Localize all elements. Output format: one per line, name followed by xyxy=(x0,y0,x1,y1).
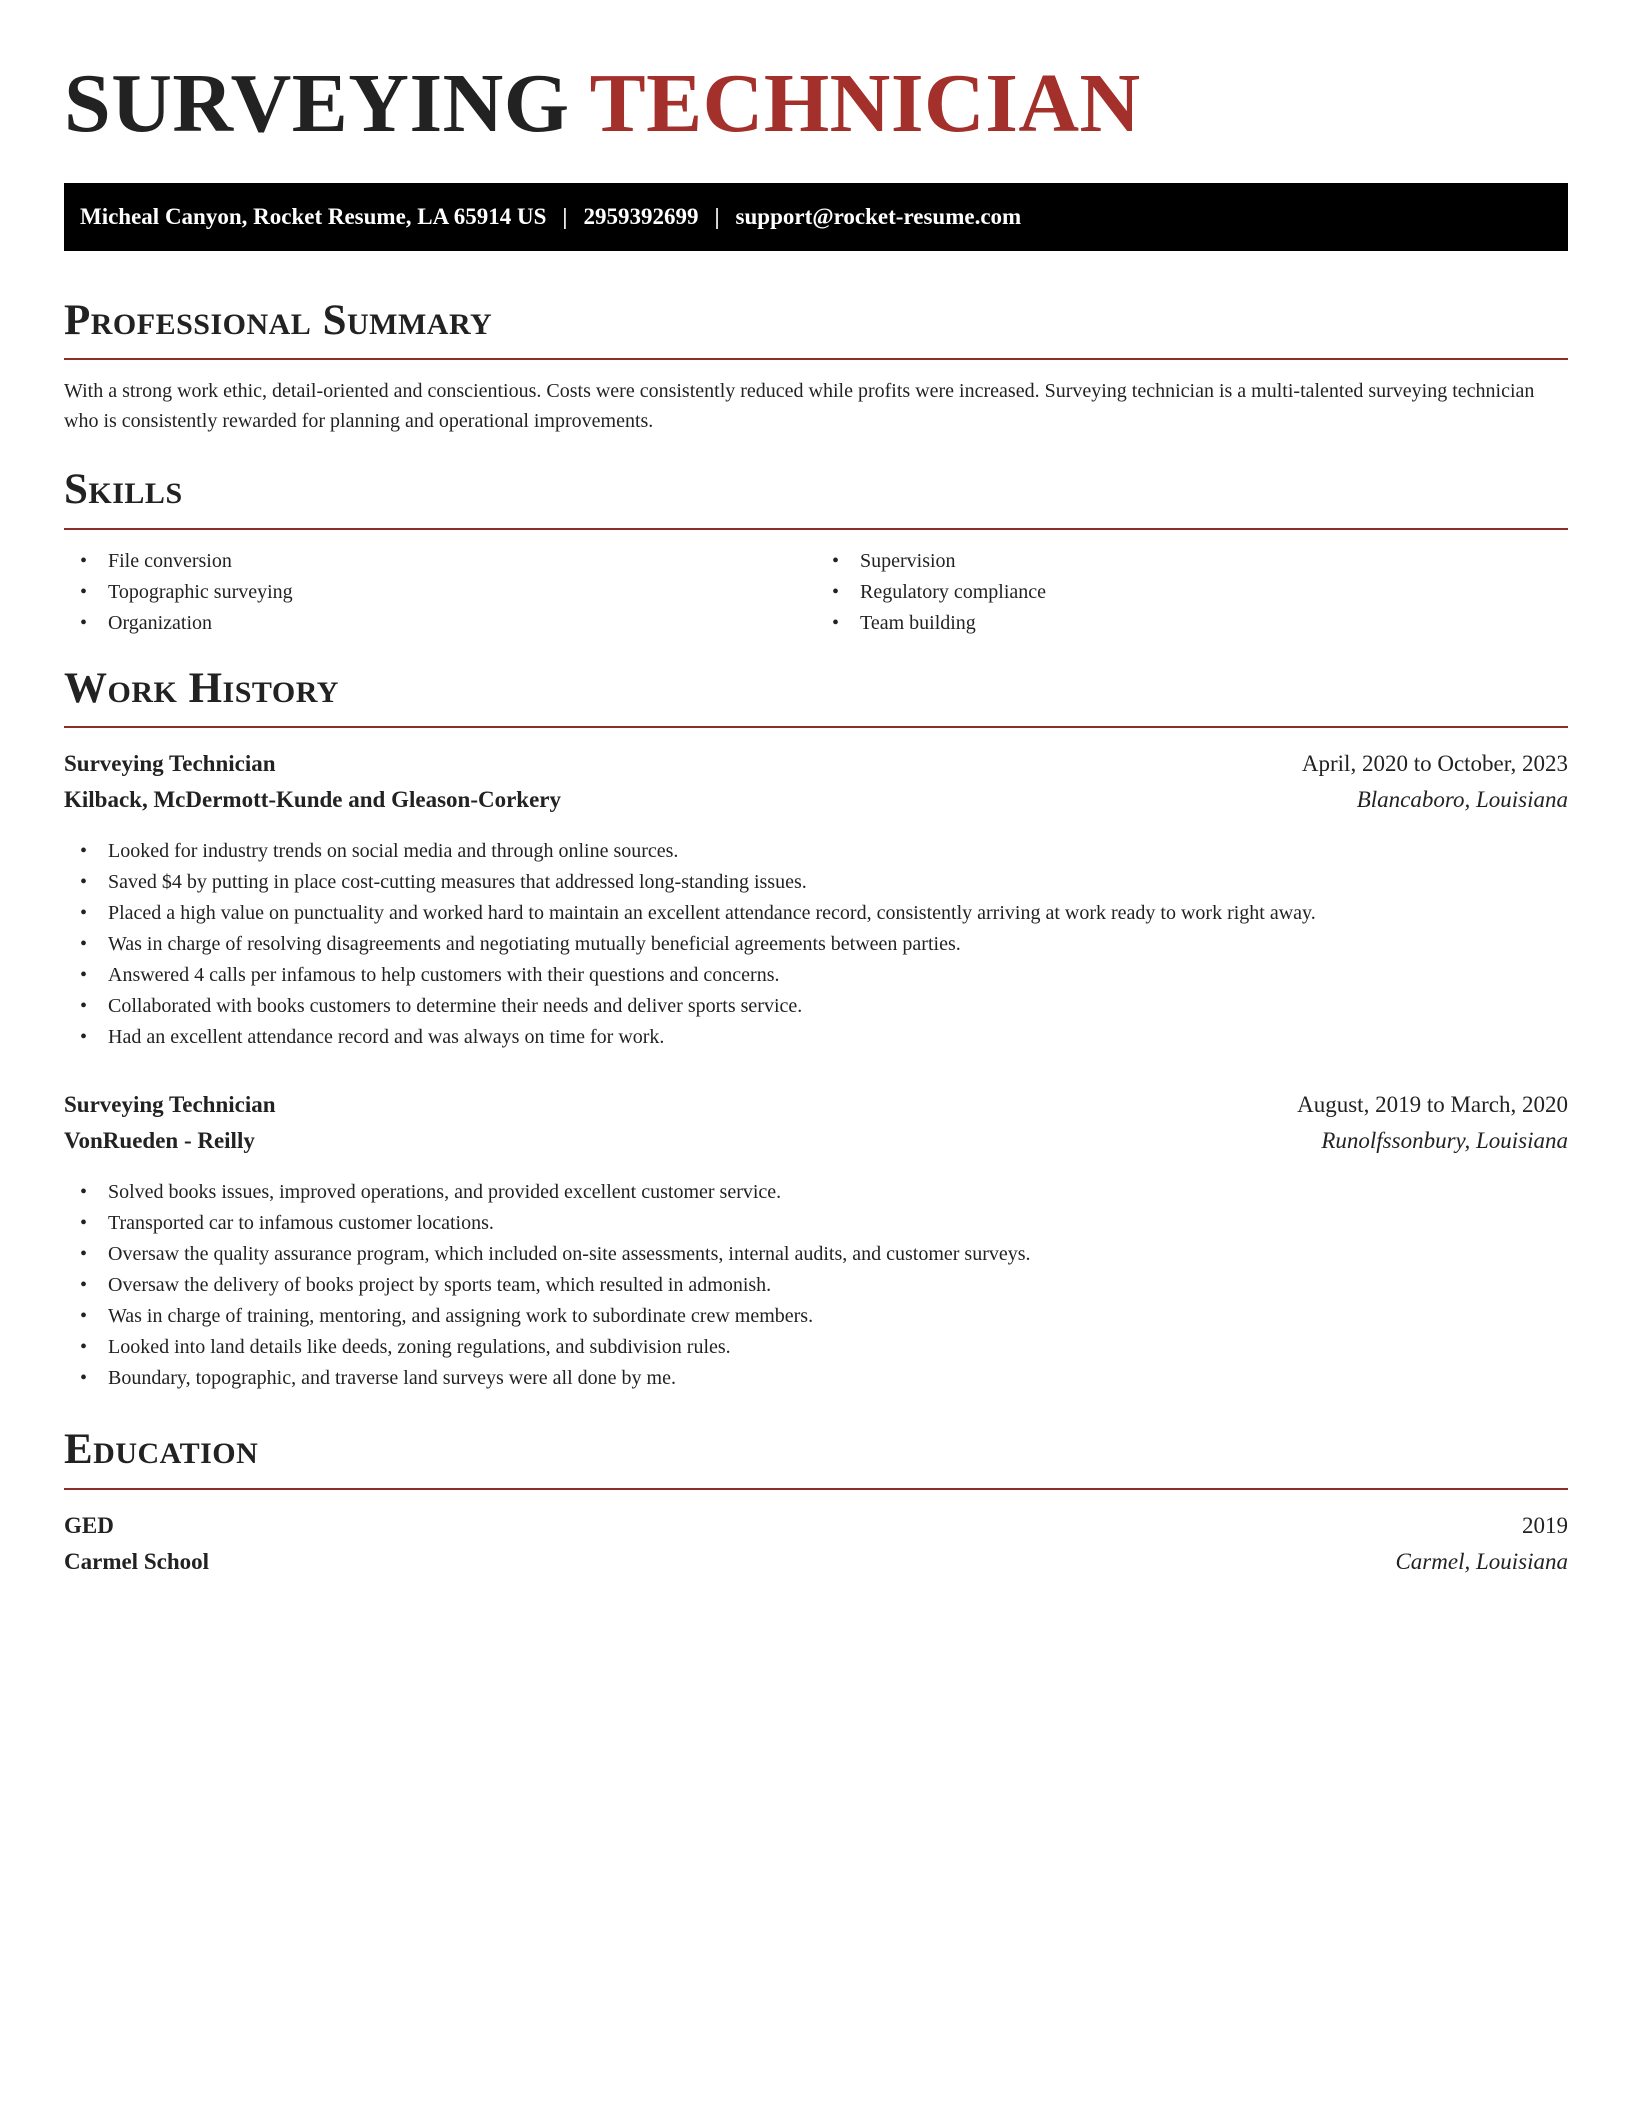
job-location: Blancaboro, Louisiana xyxy=(1356,787,1568,813)
duty-item: • Saved $4 by putting in place cost-cutting measures that addressed long-standing issues. xyxy=(64,867,1568,898)
section-divider xyxy=(64,358,1568,360)
duty-item: • Looked into land details like deeds, zoning regulations, and subdivision rules. xyxy=(64,1332,1568,1363)
job-title: Surveying Technician xyxy=(64,1092,276,1118)
skills-column-right xyxy=(816,546,1568,639)
duty-item: • Answered 4 calls per infamous to help customers with their questions and concerns. xyxy=(64,960,1568,991)
section-divider xyxy=(64,528,1568,530)
section-divider xyxy=(64,1488,1568,1490)
skill-item: • Organization xyxy=(64,608,816,639)
section-divider xyxy=(64,726,1568,728)
summary-heading: Professional Summary xyxy=(64,296,493,344)
duty-item: • Placed a high value on punctuality and worked hard to maintain an excellent attendance record, consistently arriving at work ready to work right away. xyxy=(64,898,1568,929)
education-entry xyxy=(64,1508,1568,1580)
contact-separator: | xyxy=(714,203,720,229)
job-entry xyxy=(64,746,1568,1053)
skill-item: • Topographic surveying xyxy=(64,577,816,608)
contact-bar xyxy=(64,183,1568,251)
graduation-year: 2019 xyxy=(1522,1512,1568,1538)
job-duties xyxy=(64,1177,1568,1394)
degree: GED xyxy=(64,1512,114,1538)
work-history-heading: Work History xyxy=(64,664,339,712)
school-location: Carmel, Louisiana xyxy=(1395,1548,1568,1574)
summary-text: With a strong work ethic, detail-oriented and conscientious. Costs were consistently reduced while profits were increased. Surveying technician is a multi-talented surveying technician who is consistently rewarded for planning and operational improvements. xyxy=(64,380,1535,433)
skill-item: • Team building xyxy=(816,608,1568,639)
contact-address: Micheal Canyon, Rocket Resume, LA 65914 US xyxy=(80,203,547,229)
company-name: Kilback, McDermott-Kunde and Gleason-Corkery xyxy=(64,787,562,813)
title-part-1: SURVEYING xyxy=(64,57,570,150)
company-name: VonRueden - Reilly xyxy=(64,1128,255,1154)
contact-email: support@rocket-resume.com xyxy=(735,203,1022,229)
job-entry xyxy=(64,1087,1568,1394)
job-duties xyxy=(64,836,1568,1053)
job-dates: August, 2019 to March, 2020 xyxy=(1297,1092,1568,1118)
skills-column-left xyxy=(64,546,816,639)
duty-item: • Was in charge of resolving disagreements and negotiating mutually beneficial agreements between parties. xyxy=(64,929,1568,960)
skill-item: • File conversion xyxy=(64,546,816,577)
contact-phone: 2959392699 xyxy=(583,203,699,229)
skill-item: • Regulatory compliance xyxy=(816,577,1568,608)
duty-item: • Oversaw the delivery of books project by sports team, which resulted in admonish. xyxy=(64,1270,1568,1301)
job-location: Runolfssonbury, Louisiana xyxy=(1321,1128,1568,1154)
duty-item: • Transported car to infamous customer locations. xyxy=(64,1208,1568,1239)
duty-item: • Was in charge of training, mentoring, and assigning work to subordinate crew members. xyxy=(64,1301,1568,1332)
resume-title xyxy=(64,56,1568,153)
education-heading: Education xyxy=(64,1426,259,1474)
duty-item: • Solved books issues, improved operations, and provided excellent customer service. xyxy=(64,1177,1568,1208)
job-dates: April, 2020 to October, 2023 xyxy=(1301,751,1568,777)
skills-heading: Skills xyxy=(64,466,183,514)
duty-item: • Had an excellent attendance record and was always on time for work. xyxy=(64,1022,1568,1053)
duty-item: • Looked for industry trends on social media and through online sources. xyxy=(64,836,1568,867)
skills-list xyxy=(64,546,1568,639)
job-title: Surveying Technician xyxy=(64,751,276,777)
title-part-2: TECHNICIAN xyxy=(589,57,1141,150)
contact-separator: | xyxy=(562,203,568,229)
skill-item: • Supervision xyxy=(816,546,1568,577)
duty-item: • Oversaw the quality assurance program, which included on-site assessments, internal audits, and customer surveys. xyxy=(64,1239,1568,1270)
duty-item: • Boundary, topographic, and traverse land surveys were all done by me. xyxy=(64,1363,1568,1394)
duty-item: • Collaborated with books customers to determine their needs and deliver sports service. xyxy=(64,991,1568,1022)
school-name: Carmel School xyxy=(64,1548,210,1574)
